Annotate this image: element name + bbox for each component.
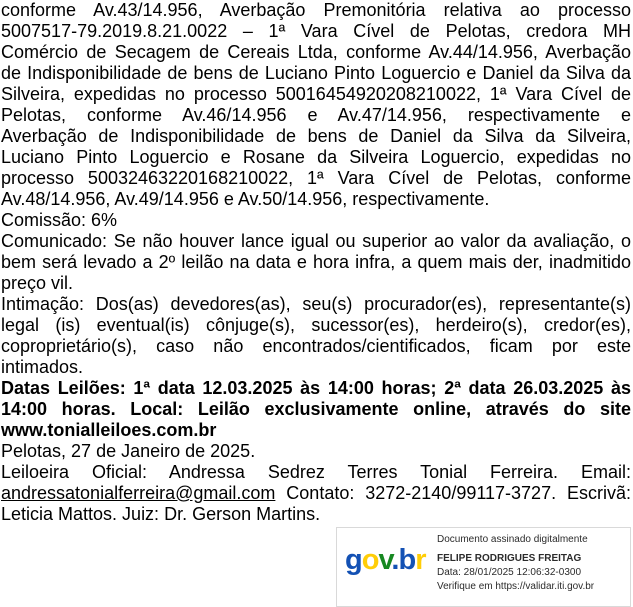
document-line: 14:00 horas. Local: Leilão exclusivamente online, através do site	[1, 399, 631, 419]
document-line: bem será levado a 2º leilão na data e hora infra, a quem mais der, inadmitido	[1, 252, 631, 272]
signature-stamp-text	[437, 533, 627, 594]
email-link[interactable]: andressatonialferreira@gmail.com	[1, 483, 276, 503]
document-line: www.tonialleiloes.com.br	[1, 420, 217, 440]
govbr-logo-letter: .	[391, 544, 399, 576]
govbr-logo-letter: r	[415, 544, 426, 576]
document-line: Comunicado: Se não houver lance igual ou superior ao valor da avaliação, o	[1, 231, 631, 251]
document-line: coproprietário(s), caso não encontrados/cientificados, ficam por este	[1, 336, 631, 356]
document-line: intimados.	[1, 357, 84, 377]
line-text: Contato: 3272-2140/99117-3727. Escrivã:	[275, 483, 631, 503]
document-line: Av.48/14.956, Av.49/14.956 e Av.50/14.956, respectivamente.	[1, 189, 490, 209]
signature-stamp	[336, 527, 631, 607]
document-line: de Indisponibilidade de bens de Luciano Pinto Loguercio e Daniel da Silva da	[1, 63, 631, 83]
document-line: Luciano Pinto Loguercio e Rosane da Silveira Loguercio, expedidas no	[1, 147, 631, 167]
document-line: Silveira, expedidas no processo 50016454920208210022, 1ª Vara Cível de	[1, 84, 631, 104]
document-line: 5007517-79.2019.8.21.0022 – 1ª Vara Cível de Pelotas, credora MH	[1, 21, 631, 41]
document-line: processo 50032463220168210022, 1ª Vara Cível de Pelotas, conforme	[1, 168, 631, 188]
document-line: legal (is) eventual(is) cônjuge(s), sucessor(es), herdeiro(s), credor(es),	[1, 315, 631, 335]
document-line: Comissão: 6%	[1, 210, 118, 230]
document-line: Leticia Mattos. Juiz: Dr. Gerson Martins.	[1, 504, 321, 524]
document-line	[1, 483, 631, 504]
document-line: Averbação de Indisponibilidade de bens de Daniel da Silva da Silveira,	[1, 126, 631, 146]
document-line: Pelotas, 27 de Janeiro de 2025.	[1, 441, 256, 461]
govbr-logo-letter: g	[345, 544, 362, 576]
signer-name: FELIPE RODRIGUES FREITAG	[437, 553, 582, 564]
document-line: Datas Leilões: 1ª data 12.03.2025 às 14:00 horas; 2ª data 26.03.2025 às	[1, 378, 631, 398]
document-line: preço vil.	[1, 273, 74, 293]
signature-date: Data: 28/01/2025 12:06:32-0300	[437, 567, 582, 578]
document-line: conforme Av.43/14.956, Averbação Premonitória relativa ao processo	[1, 0, 631, 20]
document-line: Intimação: Dos(as) devedores(as), seu(s) procurador(es), representante(s)	[1, 294, 631, 314]
govbr-logo	[345, 546, 426, 575]
govbr-logo-letter: v	[378, 544, 392, 576]
govbr-logo-letter: o	[361, 544, 379, 576]
govbr-logo-letter: b	[398, 544, 416, 576]
document-line: Leiloeira Oficial: Andressa Sedrez Terres Tonial Ferreira. Email:	[1, 462, 631, 482]
signature-status-label: Documento assinado digitalmente	[437, 534, 588, 545]
signature-verify-url: Verifique em https://validar.iti.gov.br	[437, 581, 595, 592]
document-line: Pelotas, conforme Av.46/14.956 e Av.47/14.956, respectivamente e	[1, 105, 631, 125]
document-line: Comércio de Secagem de Cereais Ltda, conforme Av.44/14.956, Averbação	[1, 42, 631, 62]
